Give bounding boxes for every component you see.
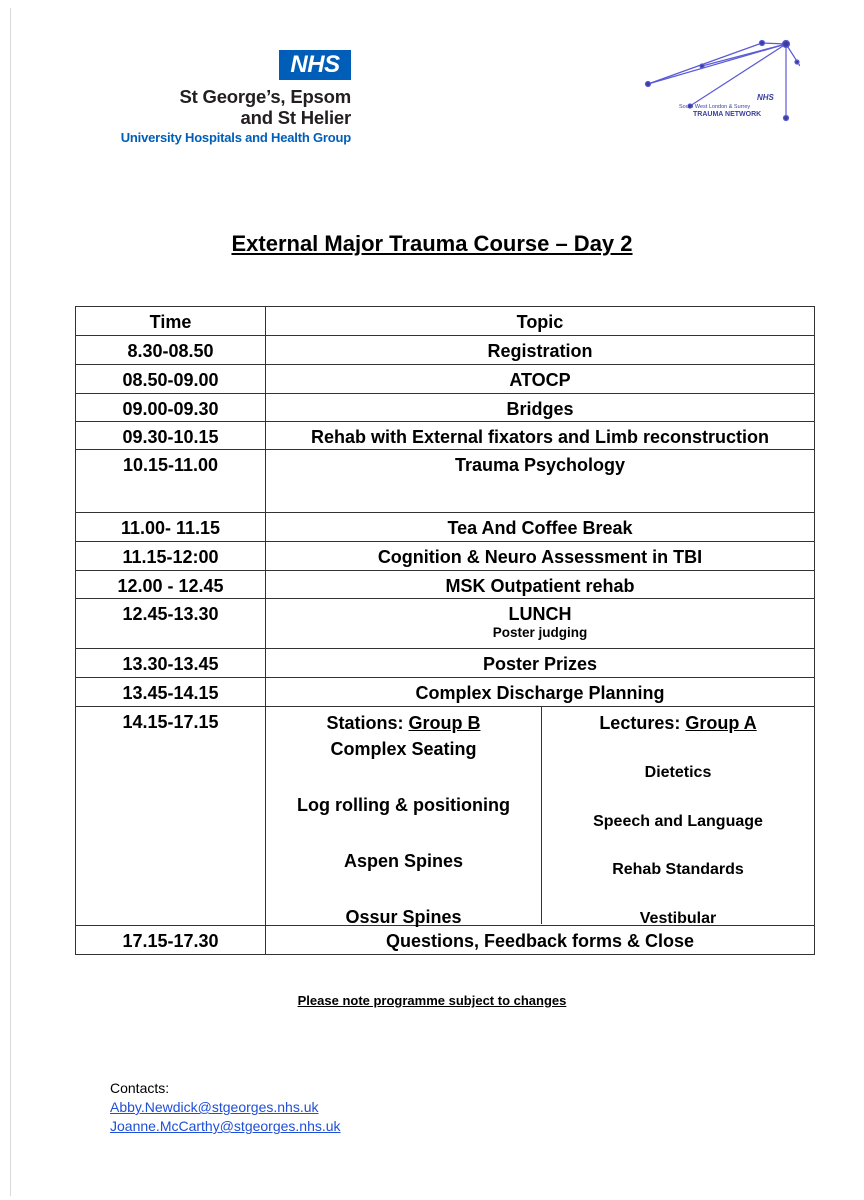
network-subtitle: South West London & Surrey: [679, 104, 751, 110]
topic-cell: ATOCP: [266, 365, 815, 394]
header-topic: Topic: [266, 307, 815, 336]
table-row: [76, 450, 815, 513]
contact-email-link[interactable]: Abby.Newdick@stgeorges.nhs.uk: [110, 1099, 319, 1115]
time-cell: 13.30-13.45: [76, 649, 266, 678]
topic-cell: Questions, Feedback forms & Close: [266, 926, 815, 955]
table-row: [76, 678, 815, 707]
split-topic-cell: [266, 707, 815, 926]
topic-text: LUNCH: [508, 604, 572, 624]
stations-column: [266, 707, 542, 927]
table-row: [76, 571, 815, 599]
org-name-line1: St George’s, Epsom: [179, 86, 351, 107]
topic-cell: Rehab with External fixators and Limb reconstruction: [266, 422, 815, 450]
topic-subtext: Poster judging: [492, 625, 588, 640]
station-item: Log rolling & positioning: [297, 795, 510, 815]
topic-cell: Poster Prizes: [266, 649, 815, 678]
table-row: [76, 336, 815, 365]
time-cell: 12.00 - 12.45: [76, 571, 266, 599]
lecture-item: Rehab Standards: [612, 861, 744, 878]
time-cell: 13.45-14.15: [76, 678, 266, 707]
table-row: [76, 926, 815, 955]
org-name-line2: and St Helier: [240, 107, 351, 128]
topic-cell: Complex Discharge Planning: [266, 678, 815, 707]
station-item: Aspen Spines: [343, 851, 464, 871]
page-title: External Major Trauma Course – Day 2: [231, 231, 633, 256]
time-cell: 09.30-10.15: [76, 422, 266, 450]
agenda-table: [75, 306, 815, 955]
time-cell: 12.45-13.30: [76, 599, 266, 649]
contact-email-link[interactable]: Joanne.McCarthy@stgeorges.nhs.uk: [110, 1118, 341, 1134]
time-cell: 8.30-08.50: [76, 336, 266, 365]
topic-cell: Bridges: [266, 394, 815, 422]
lectures-column: [542, 707, 814, 927]
topic-cell: Trauma Psychology: [266, 450, 815, 513]
network-name: TRAUMA NETWORK: [693, 111, 762, 118]
time-cell: 10.15-11.00: [76, 450, 266, 513]
time-cell: 17.15-17.30: [76, 926, 266, 955]
table-row-split: [76, 707, 815, 926]
stations-heading: Stations: Group B: [326, 713, 481, 733]
station-item: Complex Seating: [330, 739, 477, 759]
time-cell: 09.00-09.30: [76, 394, 266, 422]
table-header-row: [76, 307, 815, 336]
contacts-label: Contacts:: [110, 1080, 170, 1096]
org-subtitle: University Hospitals and Health Group: [120, 130, 351, 145]
station-item: Ossur Spines: [345, 907, 462, 927]
time-cell: 11.00- 11.15: [76, 513, 266, 542]
topic-cell: Registration: [266, 336, 815, 365]
table-row: [76, 365, 815, 394]
table-row: [76, 649, 815, 678]
time-cell: 11.15-12:00: [76, 542, 266, 571]
topic-cell: Tea And Coffee Break: [266, 513, 815, 542]
programme-note: Please note programme subject to changes: [297, 993, 567, 1008]
nhs-badge: NHS: [279, 50, 351, 80]
header-time: Time: [76, 307, 266, 336]
network-nhs-badge: NHS: [757, 93, 774, 102]
lectures-heading: Lectures: Group A: [599, 713, 757, 733]
time-cell: 08.50-09.00: [76, 365, 266, 394]
table-row: [76, 422, 815, 450]
topic-cell: Cognition & Neuro Assessment in TBI: [266, 542, 815, 571]
lecture-item: Dietetics: [644, 764, 712, 781]
table-row: [76, 394, 815, 422]
time-cell: 14.15-17.15: [76, 707, 266, 926]
lecture-item: Speech and Language: [593, 813, 763, 830]
topic-cell: [266, 599, 815, 649]
topic-cell: MSK Outpatient rehab: [266, 571, 815, 599]
lecture-item: Vestibular: [639, 910, 717, 927]
table-row: [76, 513, 815, 542]
table-row: [76, 542, 815, 571]
table-row: [76, 599, 815, 649]
